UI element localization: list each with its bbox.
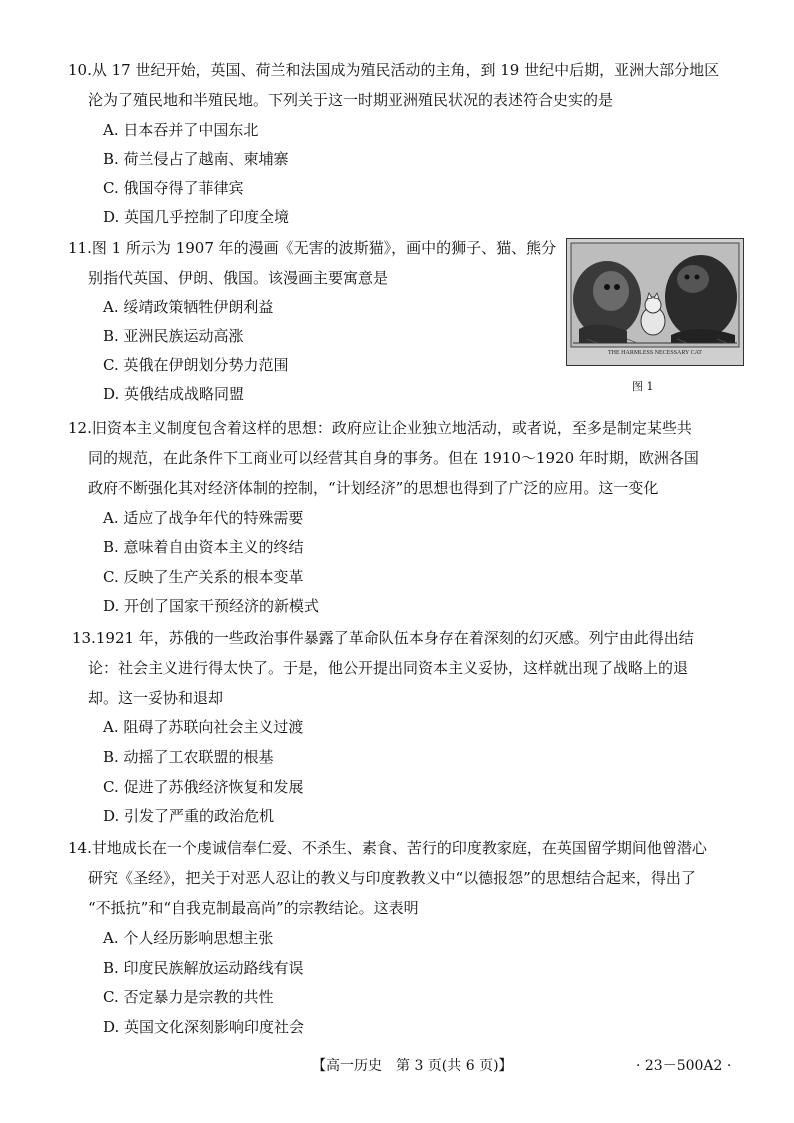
cartoon-image (566, 238, 744, 366)
option-d: D. 英国文化深刻影响印度社会 (103, 1018, 305, 1036)
option-c: C. 反映了生产关系的根本变革 (103, 568, 304, 586)
page-footer-code: · 23－500A2 · (636, 1058, 732, 1074)
question-text-line: 12.旧资本主义制度包含着这样的思想：政府应让企业独立地活动，或者说，至多是制定某些共 (68, 419, 692, 437)
option-d: D. 英国几乎控制了印度全境 (103, 208, 290, 226)
option-a: A. 绥靖政策牺牲伊朗利益 (103, 298, 274, 316)
figure-caption: 图 1 (632, 380, 654, 393)
option-a: A. 适应了战争年代的特殊需要 (103, 509, 304, 527)
question-text-line: 10.从 17 世纪开始，英国、荷兰和法国成为殖民活动的主角，到 19 世纪中后期，亚洲大部分地区 (68, 61, 720, 79)
option-a: A. 日本吞并了中国东北 (103, 121, 259, 139)
option-a: A. 阻碍了苏联向社会主义过渡 (103, 718, 304, 736)
question-text-line: 13.1921 年，苏俄的一些政治事件暴露了革命队伍本身存在着深刻的幻灭感。列宁由此得出结 (72, 629, 694, 647)
option-d: D. 引发了严重的政治危机 (103, 807, 275, 825)
question-text-line: 11.图 1 所示为 1907 年的漫画《无害的波斯猫》，画中的狮子、猫、熊分 (68, 239, 557, 257)
option-b: B. 印度民族解放运动路线有误 (103, 959, 304, 977)
option-c: C. 俄国夺得了菲律宾 (103, 179, 244, 197)
option-b: B. 动摇了工农联盟的根基 (103, 748, 274, 766)
option-d: D. 开创了国家干预经济的新模式 (103, 597, 320, 615)
question-text-line: 沦为了殖民地和半殖民地。下列关于这一时期亚洲殖民状况的表述符合史实的是 (88, 91, 614, 109)
question-text-line: “不抵抗”和“自我克制最高尚”的宗教结论。这表明 (88, 899, 419, 917)
page-footer-center: 【高一历史 第 3 页(共 6 页)】 (312, 1058, 513, 1074)
question-text-line: 14.甘地成长在一个虔诚信奉仁爱、不杀生、素食、苦行的印度教家庭，在英国留学期间他曾潜心 (68, 839, 707, 857)
question-text-line: 政府不断强化其对经济体制的控制，“计划经济”的思想也得到了广泛的应用。这一变化 (88, 479, 659, 497)
option-c: C. 英俄在伊朗划分势力范围 (103, 356, 289, 374)
question-text-line: 别指代英国、伊朗、俄国。该漫画主要寓意是 (88, 269, 389, 287)
option-c: C. 促进了苏俄经济恢复和发展 (103, 778, 304, 796)
option-b: B. 意味着自由资本主义的终结 (103, 538, 304, 556)
cartoon-illustration (567, 239, 743, 365)
option-d: D. 英俄结成战略同盟 (103, 385, 245, 403)
option-c: C. 否定暴力是宗教的共性 (103, 988, 274, 1006)
option-a: A. 个人经历影响思想主张 (103, 929, 274, 947)
option-b: B. 荷兰侵占了越南、柬埔寨 (103, 150, 289, 168)
option-b: B. 亚洲民族运动高涨 (103, 327, 244, 345)
question-text-line: 却。这一妥协和退却 (88, 689, 224, 707)
question-text-line: 论：社会主义进行得太快了。于是，他公开提出同资本主义妥协，这样就出现了战略上的退 (88, 659, 689, 677)
cartoon-inner-caption: THE HARMLESS NECESSARY CAT (608, 350, 702, 356)
question-text-line: 同的规范，在此条件下工商业可以经营其自身的事务。但在 1910～1920 年时期，欧洲各国 (88, 449, 699, 467)
question-text-line: 研究《圣经》，把关于对恶人忍让的教义与印度教教义中“以德报怨”的思想结合起来，得出了 (88, 869, 696, 887)
